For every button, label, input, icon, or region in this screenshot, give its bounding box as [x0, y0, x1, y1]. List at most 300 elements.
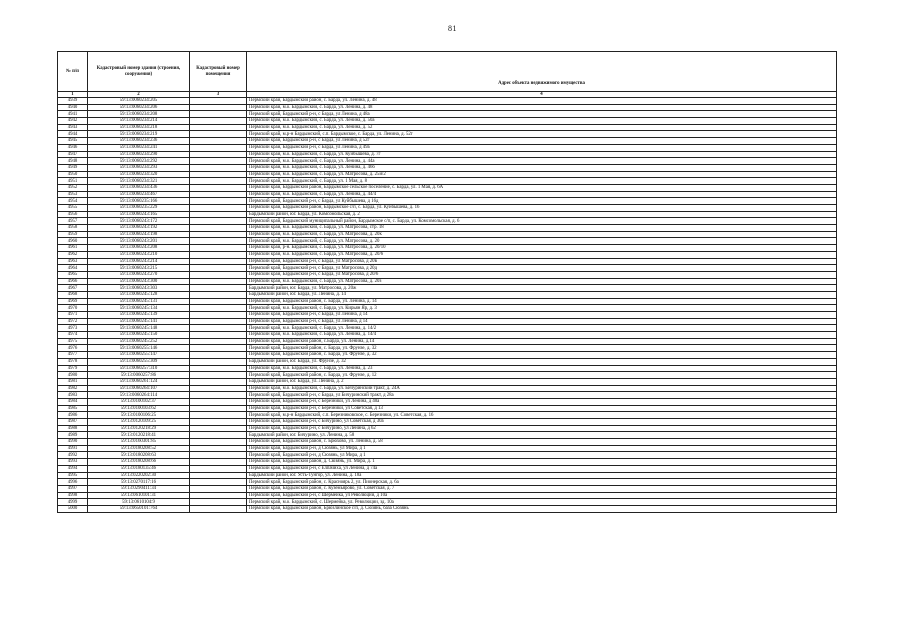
cadastral-number: 59:13:0290411:34: [88, 485, 190, 492]
object-address: Бардымский район, юг. Барда, ул. Ленина, д. 2: [247, 378, 837, 385]
room-number: [190, 372, 247, 379]
table-row: [58, 98, 837, 105]
table-row: [58, 118, 837, 125]
room-number: [190, 485, 247, 492]
object-address: Пермский край, Бардымский муниципальный район, Бардымское с/п, с. Барда, ул. Комсомольская, д. 6: [247, 218, 837, 225]
row-number: 4983: [58, 392, 88, 399]
object-address: Пермский край, Бардымский р-н, с Барда, ул Ленина, д 49а: [247, 144, 837, 151]
table-row: [58, 278, 837, 285]
cadastral-number: 59:13:0060243:300: [88, 278, 190, 285]
object-address: Пермский край, Бардымский р-н, с Барда, ул Куйбышева, д 16д: [247, 198, 837, 205]
room-number: [190, 432, 247, 439]
row-number: 4968: [58, 291, 88, 298]
object-address: Бардымский район, юг. Усть-Тунгор, ул. Ленина, д. 18а: [247, 472, 837, 479]
room-number: [190, 164, 247, 171]
cadastral-number: 59:13:0060234:321: [88, 178, 190, 185]
table-row: [58, 452, 837, 459]
object-address: Пермский край, Бардымский район, с. Барда, ул. Ленина, д. 48: [247, 98, 837, 105]
table-row: [58, 405, 837, 412]
table-row: [58, 412, 837, 419]
object-address: Пермский край, Бардымский р-н, с Барда, ул Матросова, д 20/6: [247, 271, 837, 278]
room-number: [190, 305, 247, 312]
row-number: 4966: [58, 278, 88, 285]
room-number: [190, 312, 247, 319]
row-number: 4954: [58, 198, 88, 205]
row-number: 4944: [58, 131, 88, 138]
row-number: 4950: [58, 171, 88, 178]
cadastral-number: 59:13:0060235:166: [88, 198, 190, 205]
cadastral-number: 59:13:0060243:303: [88, 285, 190, 292]
row-number: 4949: [58, 164, 88, 171]
object-address: Пермский край, Бардымский р-н, с Барда, ул Ленина, д 14: [247, 318, 837, 325]
row-number: 4996: [58, 479, 88, 486]
table-row: [58, 131, 837, 138]
object-address: Пермский край, м.о. Бардымский, с. Барда, ул. Ленина, д. 50а: [247, 118, 837, 125]
table-row: [58, 312, 837, 319]
cadastral-number: 59:13:0060243:215: [88, 265, 190, 272]
cadastral-number: 59:13:0060234:467: [88, 191, 190, 198]
room-number: [190, 385, 247, 392]
room-number: [190, 151, 247, 158]
column-number: 4: [247, 92, 837, 98]
row-number: 4975: [58, 338, 88, 345]
table-row: [58, 472, 837, 479]
object-address: Пермский край, Бардымский район, с. Барда, ул. Фрунзе, д. 32: [247, 345, 837, 352]
row-number: 4962: [58, 251, 88, 258]
object-address: Пермский край, Бардымский р-н, с Барда, ул Ленина, д 52г: [247, 138, 837, 145]
table-row: [58, 138, 837, 145]
object-address: Пермский край, м.о. Бардымский, с. Барда, ул. Ленина, д. 14/2: [247, 325, 837, 332]
row-number: 4945: [58, 138, 88, 145]
row-number: 4997: [58, 485, 88, 492]
cadastral-number: 59:13:0120218:41: [88, 432, 190, 439]
object-address: Пермский край, м.о. Бардымский, с. Барда, ул. Бичуринский тракт, д. 24А: [247, 385, 837, 392]
room-number: [190, 298, 247, 305]
room-number: [190, 225, 247, 232]
object-address: Пермский край, р-н. Бардымский, с. Барда, ул. Матросова, д. 20/10: [247, 245, 837, 252]
object-address: Пермский край, м.о. Бардымский, с. Барда, ул. Куйбышева, д. 7г: [247, 151, 837, 158]
table-row: [58, 184, 837, 191]
object-address: Пермский край, Бардымский район, Бардымское сельское поселение, с. Барда, ул. 1 Мая, д. 6А: [247, 184, 837, 191]
cadastral-number: 59:13:0060255:309: [88, 358, 190, 365]
cadastral-number: 59:13:0060245:128: [88, 291, 190, 298]
object-address: Пермский край, м.о. Бардымский, с. Барда, ул. Ленина, д. 46б: [247, 164, 837, 171]
object-address: Пермский край, м.о. Бардымский, с. Барда, ул. Матросова, д. 20/6: [247, 251, 837, 258]
cadastral-number: 59:13:0060264:114: [88, 392, 190, 399]
row-number: 4994: [58, 465, 88, 472]
table-row: [58, 358, 837, 365]
cadastral-number: 59:13:0180135:46: [88, 465, 190, 472]
room-number: [190, 338, 247, 345]
object-address: Пермский край, м.о. Бардымский, с. Барда, ул. Матросова, д. 20: [247, 238, 837, 245]
cadastral-number: 59:13:0060245:131: [88, 298, 190, 305]
cadastral-number: 59:13:0100102:37: [88, 398, 190, 405]
table-row: [58, 345, 837, 352]
object-address: Пермский край, м.о. Бардымский, с. Барда, ул. Матросова, д. 20к: [247, 231, 837, 238]
row-number: 4963: [58, 258, 88, 265]
cadastral-number: 59:13:0060245:150: [88, 332, 190, 339]
room-number: [190, 412, 247, 419]
table-row: [58, 485, 837, 492]
row-number: 4986: [58, 412, 88, 419]
table-row: [58, 492, 837, 499]
cadastral-number: 59:13:0650101:764: [88, 505, 190, 512]
cadastral-number: 59:13:0060257:310: [88, 365, 190, 372]
room-number: [190, 291, 247, 298]
row-number: 4989: [58, 432, 88, 439]
table-row: [58, 318, 837, 325]
room-number: [190, 425, 247, 432]
cadastral-number: 59:13:0060234:290: [88, 151, 190, 158]
object-address: Пермский край, м.о. Бардымский, с. Шермейка, ул. Революции, зд. 10а: [247, 499, 837, 506]
row-number: 4979: [58, 365, 88, 372]
row-number: 4959: [58, 231, 88, 238]
room-number: [190, 211, 247, 218]
cadastral-number: 59:13:0060234:241: [88, 144, 190, 151]
row-number: 5000: [58, 505, 88, 512]
cadastral-number: 59:13:0060234:219: [88, 131, 190, 138]
room-number: [190, 144, 247, 151]
room-number: [190, 258, 247, 265]
room-number: [190, 419, 247, 426]
row-number: 4961: [58, 245, 88, 252]
cadastral-number: 59:13:0060234:205: [88, 98, 190, 105]
cadastral-number: 59:13:0100103:62: [88, 405, 190, 412]
table-row: [58, 378, 837, 385]
row-number: 4948: [58, 158, 88, 165]
object-address: Пермский край, м.р-н Бардымский, с.п. Березниковское, с. Березники, ул. Советская, д. 16: [247, 412, 837, 419]
table-header-row: [58, 52, 837, 92]
row-number: 4941: [58, 111, 88, 118]
object-address: Пермский край, Бардымский р-н, д Сюзянь, ул Мира, д 1: [247, 445, 837, 452]
cadastral-number: 59:13:0060257:86: [88, 372, 190, 379]
table-row: [58, 211, 837, 218]
object-address: Пермский край, Бардымский р-н, с Шермейка, ул Революции, д 10а: [247, 492, 837, 499]
room-number: [190, 191, 247, 198]
room-number: [190, 198, 247, 205]
cadastral-number: 59:13:0060243:165: [88, 211, 190, 218]
table-row: [58, 245, 837, 252]
cadastral-number: 59:13:0060261:124: [88, 378, 190, 385]
row-number: 4978: [58, 358, 88, 365]
room-number: [190, 472, 247, 479]
cadastral-number: 59:13:0060245:252: [88, 338, 190, 345]
object-address: Пермский край, м.о. Бардымский, с. Барда, ул. Ленина, д. 52: [247, 124, 837, 131]
room-number: [190, 445, 247, 452]
object-address: Пермский край, Бардымский р-н, с Барда, ул Матросова, д 20д: [247, 265, 837, 272]
row-number: 4973: [58, 325, 88, 332]
object-address: Пермский край, Бардымский р-н, с Барда, ул Бичуринский тракт, д 28а: [247, 392, 837, 399]
row-number: 4958: [58, 225, 88, 232]
object-address: Пермский край, м.о. Бардымский, с. Барда, ул. Ленина, д. 44/4: [247, 191, 837, 198]
table-row: [58, 205, 837, 212]
room-number: [190, 318, 247, 325]
object-address: Пермский край, м.о. Бардымский, с. Барда, ул. Матросова, д. 25и/2: [247, 171, 837, 178]
room-number: [190, 265, 247, 272]
room-number: [190, 505, 247, 512]
row-number: 4965: [58, 271, 88, 278]
page-number: 81: [448, 24, 457, 33]
cadastral-number: 59:13:0060243:201: [88, 238, 190, 245]
object-address: Пермский край, м.о. Бардымский, с. Барда, ул. Кирьян Яр, д. 3: [247, 305, 837, 312]
table-row: [58, 352, 837, 359]
object-address: Пермский край, Бардымский район, Брюзлинское с/п, д. Сюзянь, база Сюзянь: [247, 505, 837, 512]
table-row: [58, 258, 837, 265]
cadastral-number: 59:13:0060234:292: [88, 158, 190, 165]
room-number: [190, 124, 247, 131]
table-row: [58, 385, 837, 392]
column-number: 2: [88, 92, 190, 98]
table-row: [58, 392, 837, 399]
cadastral-number: 59:13:0220202:30: [88, 472, 190, 479]
cadastral-number: 59:13:0060245:139: [88, 312, 190, 319]
table-row: [58, 111, 837, 118]
row-number: 4964: [58, 265, 88, 272]
object-address: Бардымский район, юг. Барда, ул. Комсомольская, д. 2: [247, 211, 837, 218]
room-number: [190, 492, 247, 499]
object-address: Пермский край, Бардымский район, с. Куземьярово, ул. Советская, д. 7: [247, 485, 837, 492]
cadastral-number: 59:13:0060243:192: [88, 225, 190, 232]
table-row: [58, 298, 837, 305]
cadastral-number: 59:13:0610101:31: [88, 492, 190, 499]
cadastral-number: 59:13:0060234:206: [88, 104, 190, 111]
object-address: Пермский край, Бардымский район, Бардымское с/п, с. Барда, ул. Куйбышева, д. 16: [247, 205, 837, 212]
cadastral-number: 59:13:0060243:208: [88, 245, 190, 252]
room-number: [190, 358, 247, 365]
object-address: Пермский край, м.о. Бардымский, с. Барда, ул. Ленина, д. 48: [247, 104, 837, 111]
table-row: [58, 459, 837, 466]
row-number: 4947: [58, 151, 88, 158]
object-address: Пермский край, Бардымский район, с. Барда, ул. Фрунзе, д. 12: [247, 372, 837, 379]
room-number: [190, 245, 247, 252]
table-row: [58, 231, 837, 238]
room-number: [190, 118, 247, 125]
row-number: 4998: [58, 492, 88, 499]
cadastral-number: 59:13:0060234:218: [88, 124, 190, 131]
table-row: [58, 338, 837, 345]
room-number: [190, 365, 247, 372]
object-address: Пермский край, Бардымский район, с. Барда, ул. Ленина, д. 14: [247, 298, 837, 305]
object-address: Пермский край, м.о. Бардымский, с. Барда, ул. Матросова, стр. 18: [247, 225, 837, 232]
room-number: [190, 131, 247, 138]
room-number: [190, 238, 247, 245]
table-row: [58, 158, 837, 165]
room-number: [190, 499, 247, 506]
object-address: Пермский край, Бардымский район, с. Барда, ул. Фрунзе, д. 32: [247, 352, 837, 359]
cadastral-number: 59:13:0160301:85: [88, 439, 190, 446]
object-address: Пермский край, Бардымский р-н, с Березники, ул Ленина, д 40а: [247, 398, 837, 405]
room-number: [190, 171, 247, 178]
table-row: [58, 191, 837, 198]
room-number: [190, 184, 247, 191]
cadastral-number: 59:13:0060234:208: [88, 111, 190, 118]
table-row: [58, 439, 837, 446]
room-number: [190, 352, 247, 359]
header-num: № п/п: [58, 52, 88, 92]
cadastral-number: 59:13:0060243:270: [88, 271, 190, 278]
room-number: [190, 378, 247, 385]
table-row: [58, 198, 837, 205]
row-number: 4980: [58, 372, 88, 379]
room-number: [190, 479, 247, 486]
room-number: [190, 205, 247, 212]
cadastral-number: 59:13:0060245:141: [88, 318, 190, 325]
cadastral-number: 59:13:0060245:134: [88, 305, 190, 312]
row-number: 4972: [58, 318, 88, 325]
row-number: 4985: [58, 405, 88, 412]
object-address: Пермский край, Бардымский р-н, с Барда, ул Ленина, д 48а: [247, 111, 837, 118]
object-address: Пермский край, Бардымский р-н, с Бичурино, ул Ленина, д 62: [247, 425, 837, 432]
object-address: Пермский край, Бардымский р-н, с Бичурино, ул Советская, д 30а: [247, 419, 837, 426]
row-number: 4988: [58, 425, 88, 432]
room-number: [190, 138, 247, 145]
table-row: [58, 265, 837, 272]
row-number: 4952: [58, 184, 88, 191]
object-address: Пермский край, Бардымский р-н, с Березники, ул Советская, д 13: [247, 405, 837, 412]
table-row: [58, 419, 837, 426]
table-row: [58, 238, 837, 245]
column-number: 3: [190, 92, 247, 98]
cadastral-number: 59:13:0610104:9: [88, 499, 190, 506]
table-row: [58, 445, 837, 452]
table-row: [58, 365, 837, 372]
row-number: 4942: [58, 118, 88, 125]
object-address: Пермский край, м.о. Бардымский, с. Барда, ул. Ленина, д. 14/4: [247, 332, 837, 339]
row-number: 4984: [58, 398, 88, 405]
object-address: Пермский край, м.о. Бардымский, с. Барда, ул. Ленина, д. 23: [247, 365, 837, 372]
cadastral-number: 59:13:0120109:25: [88, 419, 190, 426]
room-number: [190, 439, 247, 446]
room-number: [190, 271, 247, 278]
row-number: 4953: [58, 191, 88, 198]
room-number: [190, 459, 247, 466]
cadastral-number: 59:13:0060243:172: [88, 218, 190, 225]
table-row: [58, 505, 837, 512]
room-number: [190, 345, 247, 352]
row-number: 4992: [58, 452, 88, 459]
table-row: [58, 178, 837, 185]
room-number: [190, 398, 247, 405]
row-number: 4974: [58, 332, 88, 339]
object-address: Пермский край, м.о. Бардымский, с. Барда, ул. Ленина, д. 44а: [247, 158, 837, 165]
room-number: [190, 98, 247, 105]
row-number: 4991: [58, 445, 88, 452]
table-row: [58, 372, 837, 379]
cadastral-number: 59:13:0180208:66: [88, 459, 190, 466]
column-number: 1: [58, 92, 88, 98]
object-address: Пермский край, м.о. Бардымский, с. Барда, ул. 1 Мая, д. 8: [247, 178, 837, 185]
cadastral-number: 59:13:0060234:293: [88, 164, 190, 171]
table-row: [58, 291, 837, 298]
row-number: 4956: [58, 211, 88, 218]
object-address: Бардымский район, юг. Бичурино, ул. Ленина, д. 58: [247, 432, 837, 439]
row-number: 4990: [58, 439, 88, 446]
table-row: [58, 218, 837, 225]
row-number: 4981: [58, 378, 88, 385]
table-row: [58, 164, 837, 171]
cadastral-number: 59:13:0060255:146: [88, 345, 190, 352]
table-row: [58, 398, 837, 405]
room-number: [190, 332, 247, 339]
room-number: [190, 104, 247, 111]
row-number: 4976: [58, 345, 88, 352]
room-number: [190, 285, 247, 292]
row-number: 4943: [58, 124, 88, 131]
object-address: Пермский край, м.р-н Бардымский, с.п. Бардымское, с. Барда, ул. Ленина, д. 52г: [247, 131, 837, 138]
room-number: [190, 158, 247, 165]
row-number: 4940: [58, 104, 88, 111]
object-address: Пермский край, Бардымский район, с. Брюхово, ул. Ленина, д. 58: [247, 439, 837, 446]
cadastral-number: 59:13:0060243:214: [88, 258, 190, 265]
room-number: [190, 465, 247, 472]
object-address: Пермский край, Бардымский р-н, д Сюзянь, ул Мира, д 1: [247, 452, 837, 459]
cadastral-number: 59:13:0100106:25: [88, 412, 190, 419]
header-cadastral-building: Кадастровый номер здания (строения, сооружения): [88, 52, 190, 92]
cadastral-number: 59:13:0060234:236: [88, 138, 190, 145]
row-number: 4960: [58, 238, 88, 245]
table-row: [58, 325, 837, 332]
table-row: [58, 285, 837, 292]
object-address: Пермский край, Бардымский р-н, с Барда, ул Ленина, д 14: [247, 312, 837, 319]
table-row: [58, 332, 837, 339]
cadastral-number: 59:13:0060264:107: [88, 385, 190, 392]
row-number: 4957: [58, 218, 88, 225]
table-row: [58, 432, 837, 439]
cadastral-number: 59:13:0060235:229: [88, 205, 190, 212]
row-number: 4993: [58, 459, 88, 466]
row-number: 4967: [58, 285, 88, 292]
table-row: [58, 124, 837, 131]
object-address: Пермский край, м.о. Бардымский, с. Барда, ул. Матросова, д. 20з: [247, 278, 837, 285]
table-row: [58, 305, 837, 312]
row-number: 4951: [58, 178, 88, 185]
room-number: [190, 218, 247, 225]
cadastral-number: 59:13:0060243:198: [88, 231, 190, 238]
table-row: [58, 144, 837, 151]
table-row: [58, 499, 837, 506]
object-address: Пермский край, Бардымский район, с. Красноярь 2, ул. Пионерская, д. 6а: [247, 479, 837, 486]
row-number: 4999: [58, 499, 88, 506]
row-number: 4939: [58, 98, 88, 105]
object-address: Пермский край, Бардымский р-н, с Елпачиха, ул Ленина, д 74а: [247, 465, 837, 472]
table-body: [58, 98, 837, 513]
cadastral-number: 59:13:0270117:16: [88, 479, 190, 486]
table-row: [58, 479, 837, 486]
row-number: 4987: [58, 419, 88, 426]
table-row: [58, 104, 837, 111]
room-number: [190, 325, 247, 332]
cadastral-number: 59:13:0180208:63: [88, 452, 190, 459]
table-row: [58, 225, 837, 232]
cadastral-number: 59:13:0060234:436: [88, 184, 190, 191]
room-number: [190, 231, 247, 238]
room-number: [190, 111, 247, 118]
room-number: [190, 452, 247, 459]
cadastral-number: 59:13:0060234:320: [88, 171, 190, 178]
cadastral-number: 59:13:0060243:210: [88, 251, 190, 258]
row-number: 4982: [58, 385, 88, 392]
cadastral-number: 59:13:0120218:29: [88, 425, 190, 432]
room-number: [190, 178, 247, 185]
row-number: 4969: [58, 298, 88, 305]
room-number: [190, 405, 247, 412]
row-number: 4971: [58, 312, 88, 319]
table-row: [58, 151, 837, 158]
table-row: [58, 171, 837, 178]
cadastral-number: 59:13:0060234:214: [88, 118, 190, 125]
row-number: 4970: [58, 305, 88, 312]
table-row: [58, 465, 837, 472]
